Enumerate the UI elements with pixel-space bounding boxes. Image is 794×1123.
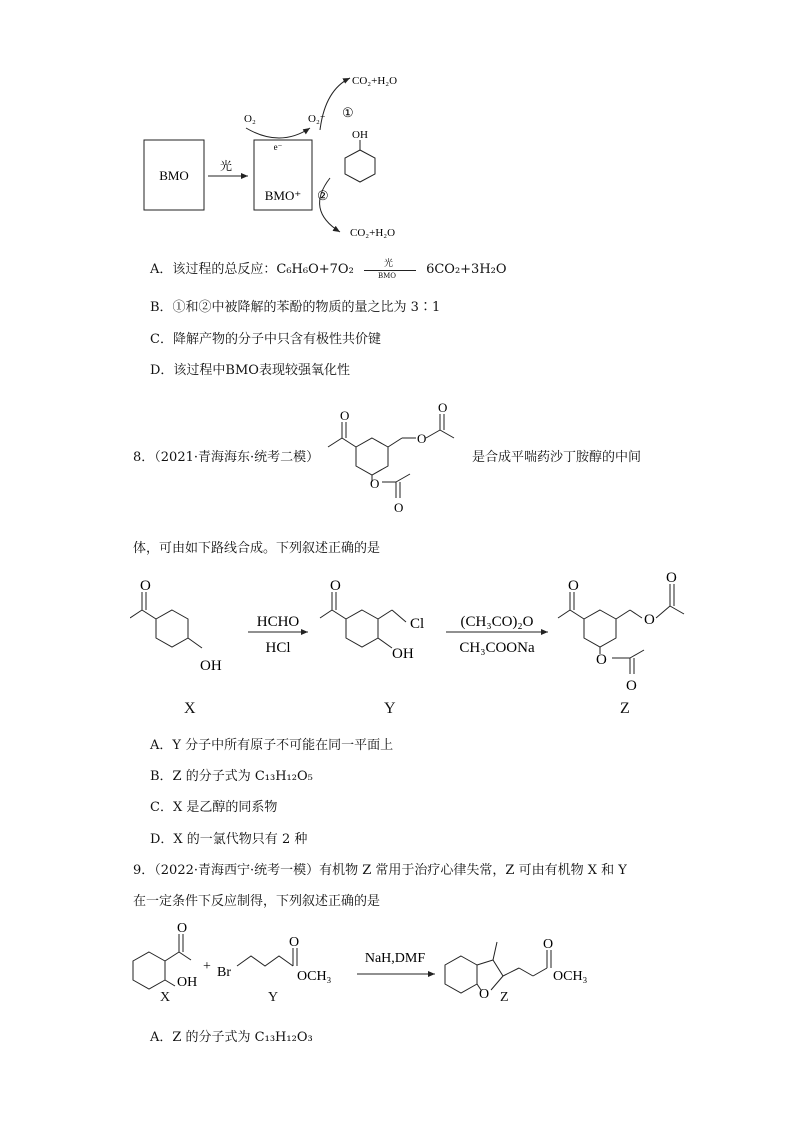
x-oh: OH [200,658,222,674]
o-atom: O [289,935,300,950]
electron-arrow [246,128,310,138]
q9-stem-line1: 9．（2022·青海西宁·统考一模）有机物 Z 常用于治疗心律失常，Z 可由有机物 X 和 Y [133,863,627,878]
o-atom: O [644,612,655,628]
q9-label-z: Z [500,990,509,1005]
o-atom: O [626,678,637,694]
o-atom: O [140,578,151,594]
o2-minus-label: O₂⁻ [308,113,326,125]
plus-sign: + [203,959,211,974]
bmo-figure [130,60,460,250]
o-atom: O [543,937,554,952]
reagent2-bottom: CH₃COONa [459,640,535,656]
compound-x [130,592,202,648]
q9-y-och3: OCH₃ [297,969,332,984]
q7-cond-top: 光 [383,258,393,269]
o-atom: O [394,500,404,515]
y-cl: Cl [410,616,425,632]
q7-option-c: C．降解产物的分子中只含有极性共价键 [150,332,381,347]
product-bottom: CO₂+H₂O [350,227,396,239]
light-label: 光 [219,159,233,173]
q7-option-a-text: A．该过程的总反应：C₆H₆O+7O₂ [150,262,354,277]
q9-z-och3: OCH₃ [553,969,588,984]
q9-x-oh: OH [177,975,198,990]
compound-y [320,592,406,648]
path2-arrow [320,178,340,232]
q9-label-y: Y [268,990,279,1005]
o-atom: O [330,578,341,594]
q8-stem-part1: 8．（2021·青海海东·统考二模） [133,450,320,465]
q7-option-d: D．该过程中BMO表现较强氧化性 [150,363,350,378]
q8-label-x: X [184,700,196,717]
q8-scheme [130,570,700,695]
reagent1-bottom: HCl [265,640,291,656]
reagent1-top: HCHO [256,614,300,630]
reagent2-top: (CH₃CO)₂O [460,614,534,630]
q8-label-z: Z [620,700,630,717]
mark-1: ① [342,105,354,120]
o-atom: O [666,570,677,586]
q7-option-a [150,258,507,278]
q7-option-a-rhs: 6CO₂+3H₂O [426,262,507,277]
o2-label: O₂ [244,113,256,125]
q9-scheme [125,918,615,1018]
q9-compound-z [445,942,551,993]
o-atom: O [177,921,188,936]
bmo-label: BMO [159,168,189,183]
q9-label-x: X [160,990,171,1005]
q8-stem-part2: 是合成平喘药沙丁胺醇的中间 [472,450,642,465]
mark-2: ② [317,188,329,203]
product-top: CO₂+H₂O [352,75,398,87]
o-atom: O [417,431,427,446]
q8-option-c: C．X 是乙醇的同系物 [150,800,278,815]
q7-option-b: B．①和②中被降解的苯酚的物质的量之比为 3∶1 [150,300,441,315]
q9-stem-line2: 在一定条件下反应制得，下列叙述正确的是 [133,894,381,909]
q7-reaction-arrow [362,258,418,280]
o-atom: O [438,400,448,415]
q8-option-d: D．X 的一氯代物只有 2 种 [150,832,308,847]
electron-label: e⁻ [273,142,283,152]
q9-br: Br [217,965,231,980]
q9-option-a: A．Z 的分子式为 C₁₃H₁₂O₃ [150,1030,313,1045]
o-atom: O [370,476,380,491]
q9-reagent: NaH,DMF [364,951,426,966]
y-oh: OH [392,646,414,662]
q8-stem-line2: 体，可由如下路线合成。下列叙述正确的是 [133,541,381,556]
q8-option-b: B．Z 的分子式为 C₁₃H₁₂O₅ [150,769,313,784]
q9-compound-y [237,956,293,966]
o-atom: O [568,578,579,594]
o-atom: O [479,987,490,1002]
q8-label-y: Y [384,700,396,717]
phenol-structure [345,140,375,182]
phenol-oh: OH [352,129,368,141]
q8-target-structure [322,400,472,520]
o-atom: O [596,652,607,668]
q8-option-a: A．Y 分子中所有原子不可能在同一平面上 [150,738,394,753]
o-atom: O [340,408,350,423]
bmo-plus-label: BMO⁺ [264,188,302,203]
q7-cond-bottom: BMO [377,271,396,280]
compound-z [558,584,684,674]
